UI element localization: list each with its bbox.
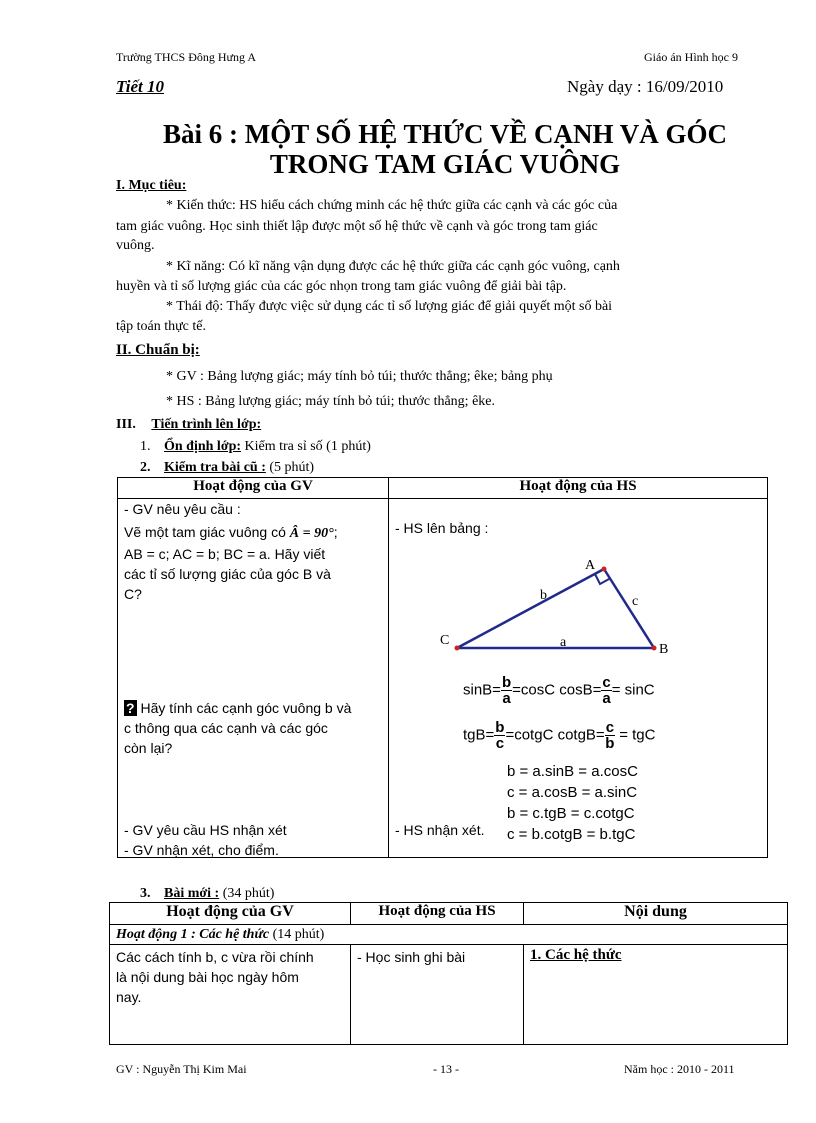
label-C: C (440, 633, 450, 648)
section-process-heading-text: Tiến trình lên lớp: (151, 417, 262, 432)
formula-text: =cotgC cotgB= (505, 726, 605, 744)
date-value: 16/09/2010 (645, 77, 724, 96)
equation: b = a.sinB = a.cosC (507, 763, 638, 780)
gv-q1-line: các tỉ số lượng giác của góc B và (124, 566, 331, 582)
attitude-line: * Thái độ: Thấy được việc sử dụng các tỉ số lượng giác để giải quyết một số bài (166, 299, 613, 314)
skill-line: huyền và tỉ số lượng giác của các góc nhọn trong tam giác vuông để giải bài tập. (116, 279, 567, 294)
footer-page-number: - 13 - (433, 1062, 459, 1076)
gv-q2-line: c thông qua các cạnh và các góc (124, 720, 328, 736)
lesson-content-cell (524, 945, 788, 1045)
numerator: b (495, 719, 505, 736)
step-1-text: Kiểm tra sỉ số (1 phút) (241, 439, 371, 454)
vertex-c (455, 646, 460, 651)
step-3-num: 3. (140, 886, 151, 901)
label-b: b (540, 588, 547, 603)
step-1 (140, 437, 371, 456)
teaching-date (567, 77, 723, 97)
page-subtitle: TRONG TAM GIÁC VUÔNG (269, 149, 621, 179)
equation: c = a.cosB = a.sinC (507, 784, 638, 801)
date-sep: : (636, 77, 642, 96)
step-2-label: Kiểm tra bài cũ : (164, 460, 266, 475)
label-B: B (659, 642, 669, 657)
gv-q1-sep: ; (333, 524, 338, 540)
activity-label: Hoạt động 1 : Các hệ thức (116, 927, 270, 942)
lesson-hs-cell: - Học sinh ghi bài (351, 945, 524, 1045)
label-a: a (560, 635, 567, 650)
activity-row (110, 925, 788, 945)
review-hs-cell (389, 499, 768, 858)
denominator: a (502, 690, 511, 707)
step-1-label: Ổn định lớp: (164, 439, 242, 454)
denominator: c (495, 735, 505, 752)
gv-request: - GV nêu yêu cầu : (124, 501, 241, 517)
school-name: Trường THCS Đông Hưng A (116, 50, 257, 64)
vertex-b (652, 646, 657, 651)
step-3 (140, 884, 274, 903)
prep-hs: * HS : Bảng lượng giác; máy tính bỏ túi; thước thẳng; êke. (166, 394, 495, 409)
knowledge-line: tam giác vuông. Học sinh thiết lập được một số hệ thức về cạnh và góc trong tam giác (116, 219, 598, 234)
formula-tg-cotg (463, 720, 655, 751)
formula-sin-cos (463, 675, 655, 706)
hs-closing: - HS nhận xét. (395, 822, 485, 838)
knowledge-line: vuông. (116, 238, 155, 253)
gv-q1-line: AB = c; AC = b; BC = a. Hãy viết (124, 546, 326, 562)
step-1-num: 1. (140, 439, 151, 454)
gv-question-2 (124, 698, 384, 758)
review-table (117, 477, 768, 858)
section-process-heading (116, 417, 261, 433)
side-b (457, 569, 604, 648)
hs-board: - HS lên bảng : (395, 520, 489, 536)
numerator: c (605, 719, 615, 736)
footer-school-year: Năm học : 2010 - 2011 (624, 1062, 735, 1076)
numerator: b (501, 674, 512, 691)
label-c: c (632, 594, 639, 609)
lesson-gv-line: nay. (116, 989, 142, 1005)
gv-q1-text: Vẽ một tam giác vuông có (124, 524, 286, 540)
gv-question-1 (124, 522, 388, 544)
formula-text: = sinC (611, 681, 655, 699)
content-heading: 1. Các hệ thức (530, 947, 622, 963)
gv-q1-line: C? (124, 586, 142, 602)
step-3-label: Bài mới : (164, 886, 220, 901)
lesson-number: Tiết 10 (116, 77, 164, 96)
numerator: c (602, 674, 611, 691)
lesson-gv-cell (110, 945, 351, 1045)
gv-closing (124, 820, 287, 860)
formula-text: sinB= (463, 681, 501, 699)
step-2-num: 2. (140, 460, 151, 475)
denominator: b (605, 735, 615, 752)
step-3-text: (34 phút) (219, 886, 275, 901)
attitude-line: tập toán thực tế. (116, 319, 207, 334)
lesson-col-hs: Hoạt động của HS (351, 903, 524, 925)
plan-name: Giáo án Hình học 9 (644, 50, 738, 64)
fraction (494, 720, 505, 751)
gv-q2-line: còn lại? (124, 740, 173, 756)
date-label: Ngày dạy (567, 77, 633, 96)
side-c (604, 569, 654, 648)
review-gv-cell (118, 499, 389, 858)
gv-closing-line: - GV nhận xét, cho điểm. (124, 842, 279, 858)
page-title: Bài 6 : MỘT SỐ HỆ THỨC VỀ CẠNH VÀ GÓC (162, 119, 728, 149)
section-process-num: III. (116, 417, 136, 432)
formula-text: tgB= (463, 726, 495, 744)
formula-text: =cosC cosB= (512, 681, 602, 699)
activity-time: (14 phút) (269, 927, 325, 942)
lesson-gv-line: Các cách tính b, c vừa rồi chính (116, 949, 314, 965)
equation: b = c.tgB = c.cotgC (507, 805, 635, 822)
question-mark-icon: ? (126, 700, 135, 716)
section-prep-heading-text: II. Chuẩn bị: (116, 342, 200, 358)
new-lesson-table (109, 902, 788, 1045)
section-prep-heading (116, 342, 200, 359)
label-A: A (585, 558, 596, 573)
prep-gv: * GV : Bảng lượng giác; máy tính bỏ túi; thước thẳng; êke; bảng phụ (166, 369, 553, 384)
lesson-gv-line: là nội dung bài học ngày hôm (116, 969, 299, 985)
step-2 (140, 458, 314, 477)
equation: c = b.cotgB = b.tgC (507, 826, 636, 843)
section-objectives-heading: I. Mục tiêu: (116, 178, 187, 193)
fraction (501, 675, 512, 706)
fraction (601, 675, 611, 706)
gv-q2-line: Hãy tính các cạnh góc vuông b và (136, 700, 352, 716)
step-2-text: (5 phút) (265, 460, 315, 475)
skill-line: * Kĩ năng: Có kĩ năng vận dụng được các hệ thức giữa các cạnh góc vuông, cạnh (166, 259, 620, 274)
lesson-col-content: Nội dung (524, 903, 788, 925)
vertex-a (602, 567, 607, 572)
equation-list (507, 761, 638, 845)
knowledge-line: * Kiến thức: HS hiểu cách chứng minh các hệ thức giữa các cạnh và các góc của (166, 198, 618, 213)
formula-text: = tgC (615, 726, 656, 744)
review-col-gv: Hoạt động của GV (118, 478, 389, 499)
review-col-hs: Hoạt động của HS (389, 478, 768, 499)
right-triangle-figure (434, 547, 674, 657)
lesson-col-gv: Hoạt động của GV (110, 903, 351, 925)
footer-teacher: GV : Nguyễn Thị Kim Mai (116, 1062, 247, 1076)
gv-closing-line: - GV yêu cầu HS nhận xét (124, 822, 287, 838)
denominator: a (602, 690, 611, 707)
fraction (605, 720, 615, 751)
gv-q1-angle: Â = 90° (289, 526, 334, 541)
